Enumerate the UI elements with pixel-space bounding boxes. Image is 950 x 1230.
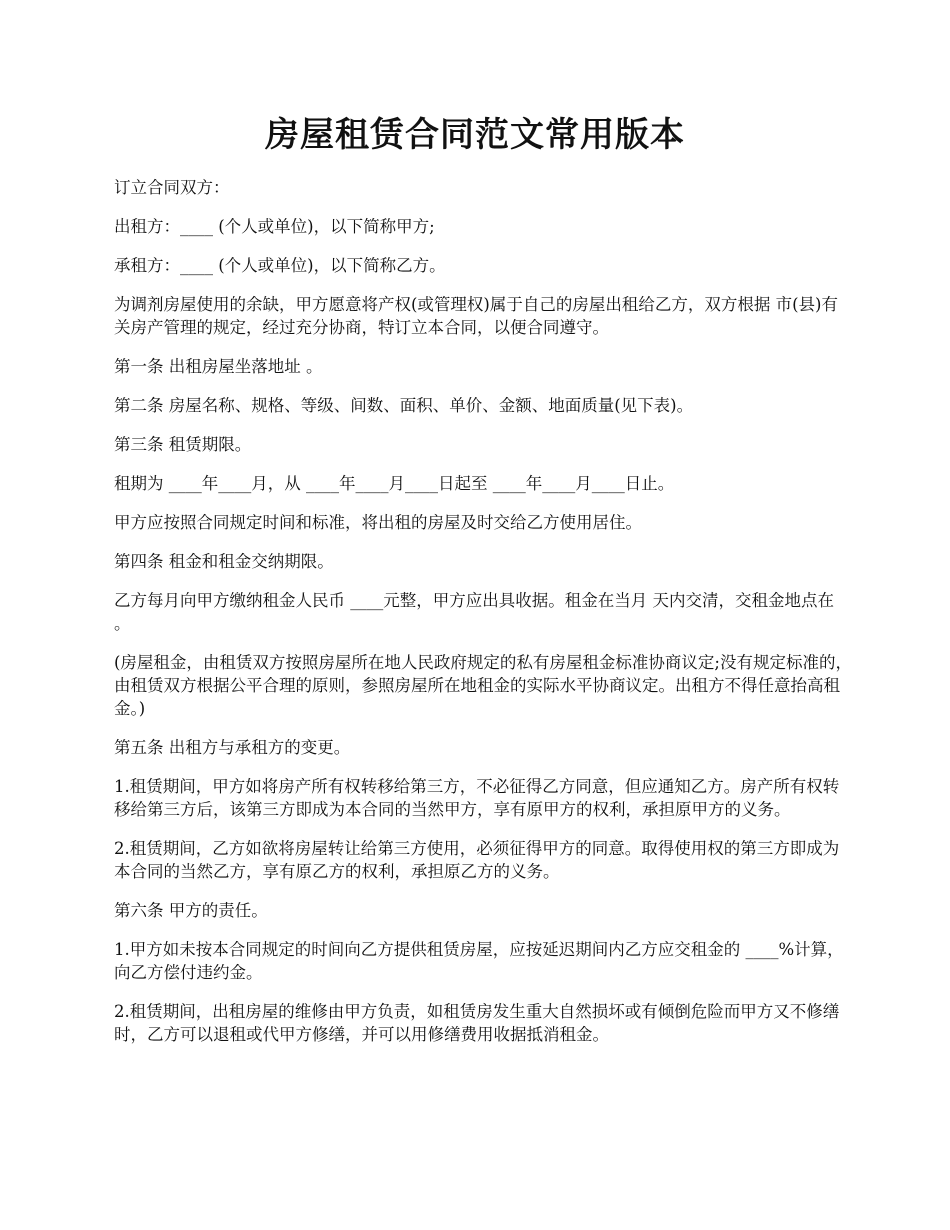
article-3-heading: 第三条 租赁期限。 xyxy=(114,435,252,454)
paragraph-lessor: 出租方：____ (个人或单位)，以下简称甲方; xyxy=(114,217,435,236)
paragraph-rent-payment: 乙方每月向甲方缴纳租金人民币 ____元整，甲方应出具收据。租金在当月 天内交清，交租金地点在 。 xyxy=(114,591,840,633)
article-4-heading: 第四条 租金和租金交纳期限。 xyxy=(114,552,334,571)
paragraph-rent-note: (房屋租金，由租赁双方按照房屋所在地人民政府规定的私有房屋租金标准协商议定;没有规定标准的，由租赁双方根据公平合理的原则，参照房屋所在地租金的实际水平协商议定。出租方不得任意抬高租金。) xyxy=(114,653,852,718)
paragraph-lease-term: 租期为 ____年____月，从 ____年____月____日起至 ____年____月____日止。 xyxy=(114,474,675,493)
paragraph-preamble: 为调剂房屋使用的余缺，甲方愿意将产权(或管理权)属于自己的房屋出租给乙方，双方根据 市(县)有关房产管理的规定，经过充分协商，特订立本合同，以便合同遵守。 xyxy=(114,295,838,337)
document-body xyxy=(114,176,854,1062)
article-6-heading: 第六条 甲方的责任。 xyxy=(114,901,268,920)
paragraph-5-item-1: 1.租赁期间，甲方如将房产所有权转移给第三方，不必征得乙方同意，但应通知乙方。房产所有权转移给第三方后，该第三方即成为本合同的当然甲方，享有原甲方的权利，承担原甲方的义务。 xyxy=(114,777,840,819)
paragraph-parties-intro: 订立合同双方： xyxy=(114,178,230,197)
article-5-heading: 第五条 出租方与承租方的变更。 xyxy=(114,738,351,757)
paragraph-5-item-2: 2.租赁期间，乙方如欲将房屋转让给第三方使用，必须征得甲方的同意。取得使用权的第三方即成为本合同的当然乙方，享有原乙方的权利，承担原乙方的义务。 xyxy=(114,839,840,881)
article-1-heading: 第一条 出租房屋坐落地址 。 xyxy=(114,357,323,376)
paragraph-delivery: 甲方应按照合同规定时间和标准，将出租的房屋及时交给乙方使用居住。 xyxy=(114,513,642,532)
paragraph-6-item-1: 1.甲方如未按本合同规定的时间向乙方提供租赁房屋，应按延迟期间内乙方应交租金的 ____%计算，向乙方偿付违约金。 xyxy=(114,940,844,982)
article-2-heading: 第二条 房屋名称、规格、等级、间数、面积、单价、金额、地面质量(见下表)。 xyxy=(114,396,694,415)
paragraph-lessee: 承租方：____ (个人或单位)，以下简称乙方。 xyxy=(114,256,446,275)
document-title: 房屋租赁合同范文常用版本 xyxy=(265,115,685,155)
paragraph-6-item-2: 2.租赁期间，出租房屋的维修由甲方负责，如租赁房发生重大自然损坏或有倾倒危险而甲方又不修缮时，乙方可以退租或代甲方修缮，并可以用修缮费用收据抵消租金。 xyxy=(114,1002,840,1044)
